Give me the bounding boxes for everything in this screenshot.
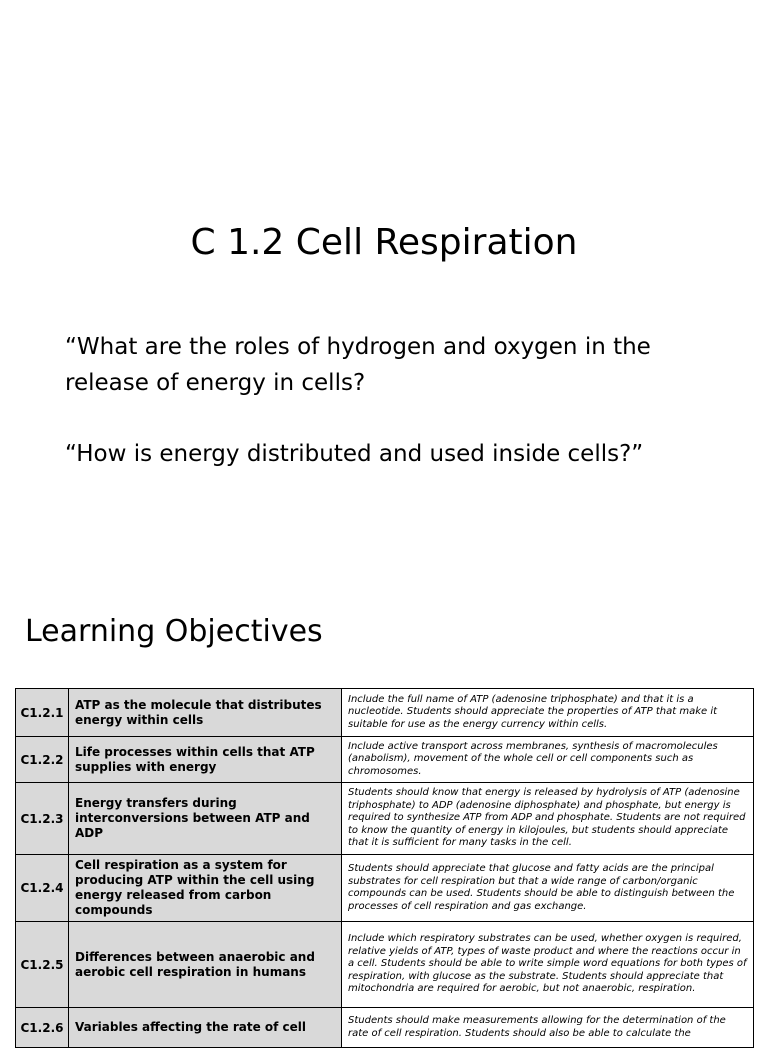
page-title: C 1.2 Cell Respiration: [190, 222, 578, 263]
objective-guidance: Include active transport across membranes, synthesis of macromolecules (anabolism), movement of the whole cell or cell components such as chromosomes.: [342, 737, 754, 783]
objective-row: [16, 1008, 754, 1048]
objective-code: C1.2.5: [16, 922, 69, 1008]
objective-topic: Energy transfers during interconversions between ATP and ADP: [69, 783, 342, 855]
objective-row: [16, 689, 754, 737]
objective-guidance: Include the full name of ATP (adenosine triphosphate) and that it is a nucleotide. Students should appreciate the properties of ATP that make it suitable for use as the energy currency within cells.: [342, 689, 754, 737]
learning-objectives-heading: Learning Objectives: [25, 614, 323, 649]
objective-code: C1.2.1: [16, 689, 69, 737]
objective-row: [16, 922, 754, 1008]
guiding-question-2: “How is energy distributed and used inside cells?”: [65, 441, 644, 467]
objective-topic: Differences between anaerobic and aerobic cell respiration in humans: [69, 922, 342, 1008]
guiding-question-1: “What are the roles of hydrogen and oxygen in the release of energy in cells?: [65, 334, 651, 396]
objective-row: [16, 737, 754, 783]
objective-topic: Life processes within cells that ATP supplies with energy: [69, 737, 342, 783]
objective-guidance: Students should appreciate that glucose and fatty acids are the principal substrates for cell respiration but that a wide range of carbon/organic compounds can be used. Students should be able to distinguish between the processes of cell respiration and gas exchange.: [342, 855, 754, 922]
objective-code: C1.2.2: [16, 737, 69, 783]
objective-topic: ATP as the molecule that distributes energy within cells: [69, 689, 342, 737]
objective-guidance: Students should make measurements allowing for the determination of the rate of cell respiration. Students should also be able to calculate the: [342, 1008, 754, 1048]
objective-guidance: Include which respiratory substrates can be used, whether oxygen is required, relative yields of ATP, types of waste product and where the reactions occur in a cell. Students should be able to write simple word equations for both types of respiration, with glucose as the substrate. Students should appreciate that mitochondria are required for aerobic, but not anaerobic, respiration.: [342, 922, 754, 1008]
objective-code: C1.2.3: [16, 783, 69, 855]
objective-row: [16, 783, 754, 855]
objective-topic: Cell respiration as a system for producing ATP within the cell using energy released from carbon compounds: [69, 855, 342, 922]
learning-objectives-table: [15, 688, 754, 1048]
objective-code: C1.2.4: [16, 855, 69, 922]
objective-topic: Variables affecting the rate of cell: [69, 1008, 342, 1048]
objective-row: [16, 855, 754, 922]
objective-guidance: Students should know that energy is released by hydrolysis of ATP (adenosine triphosphate) to ADP (adenosine diphosphate) and phosphate, but energy is required to synthesize ATP from ADP and phosphate. Students are not required to know the quantity of energy in kilojoules, but students should appreciate that it is sufficient for many tasks in the cell.: [342, 783, 754, 855]
objective-code: C1.2.6: [16, 1008, 69, 1048]
